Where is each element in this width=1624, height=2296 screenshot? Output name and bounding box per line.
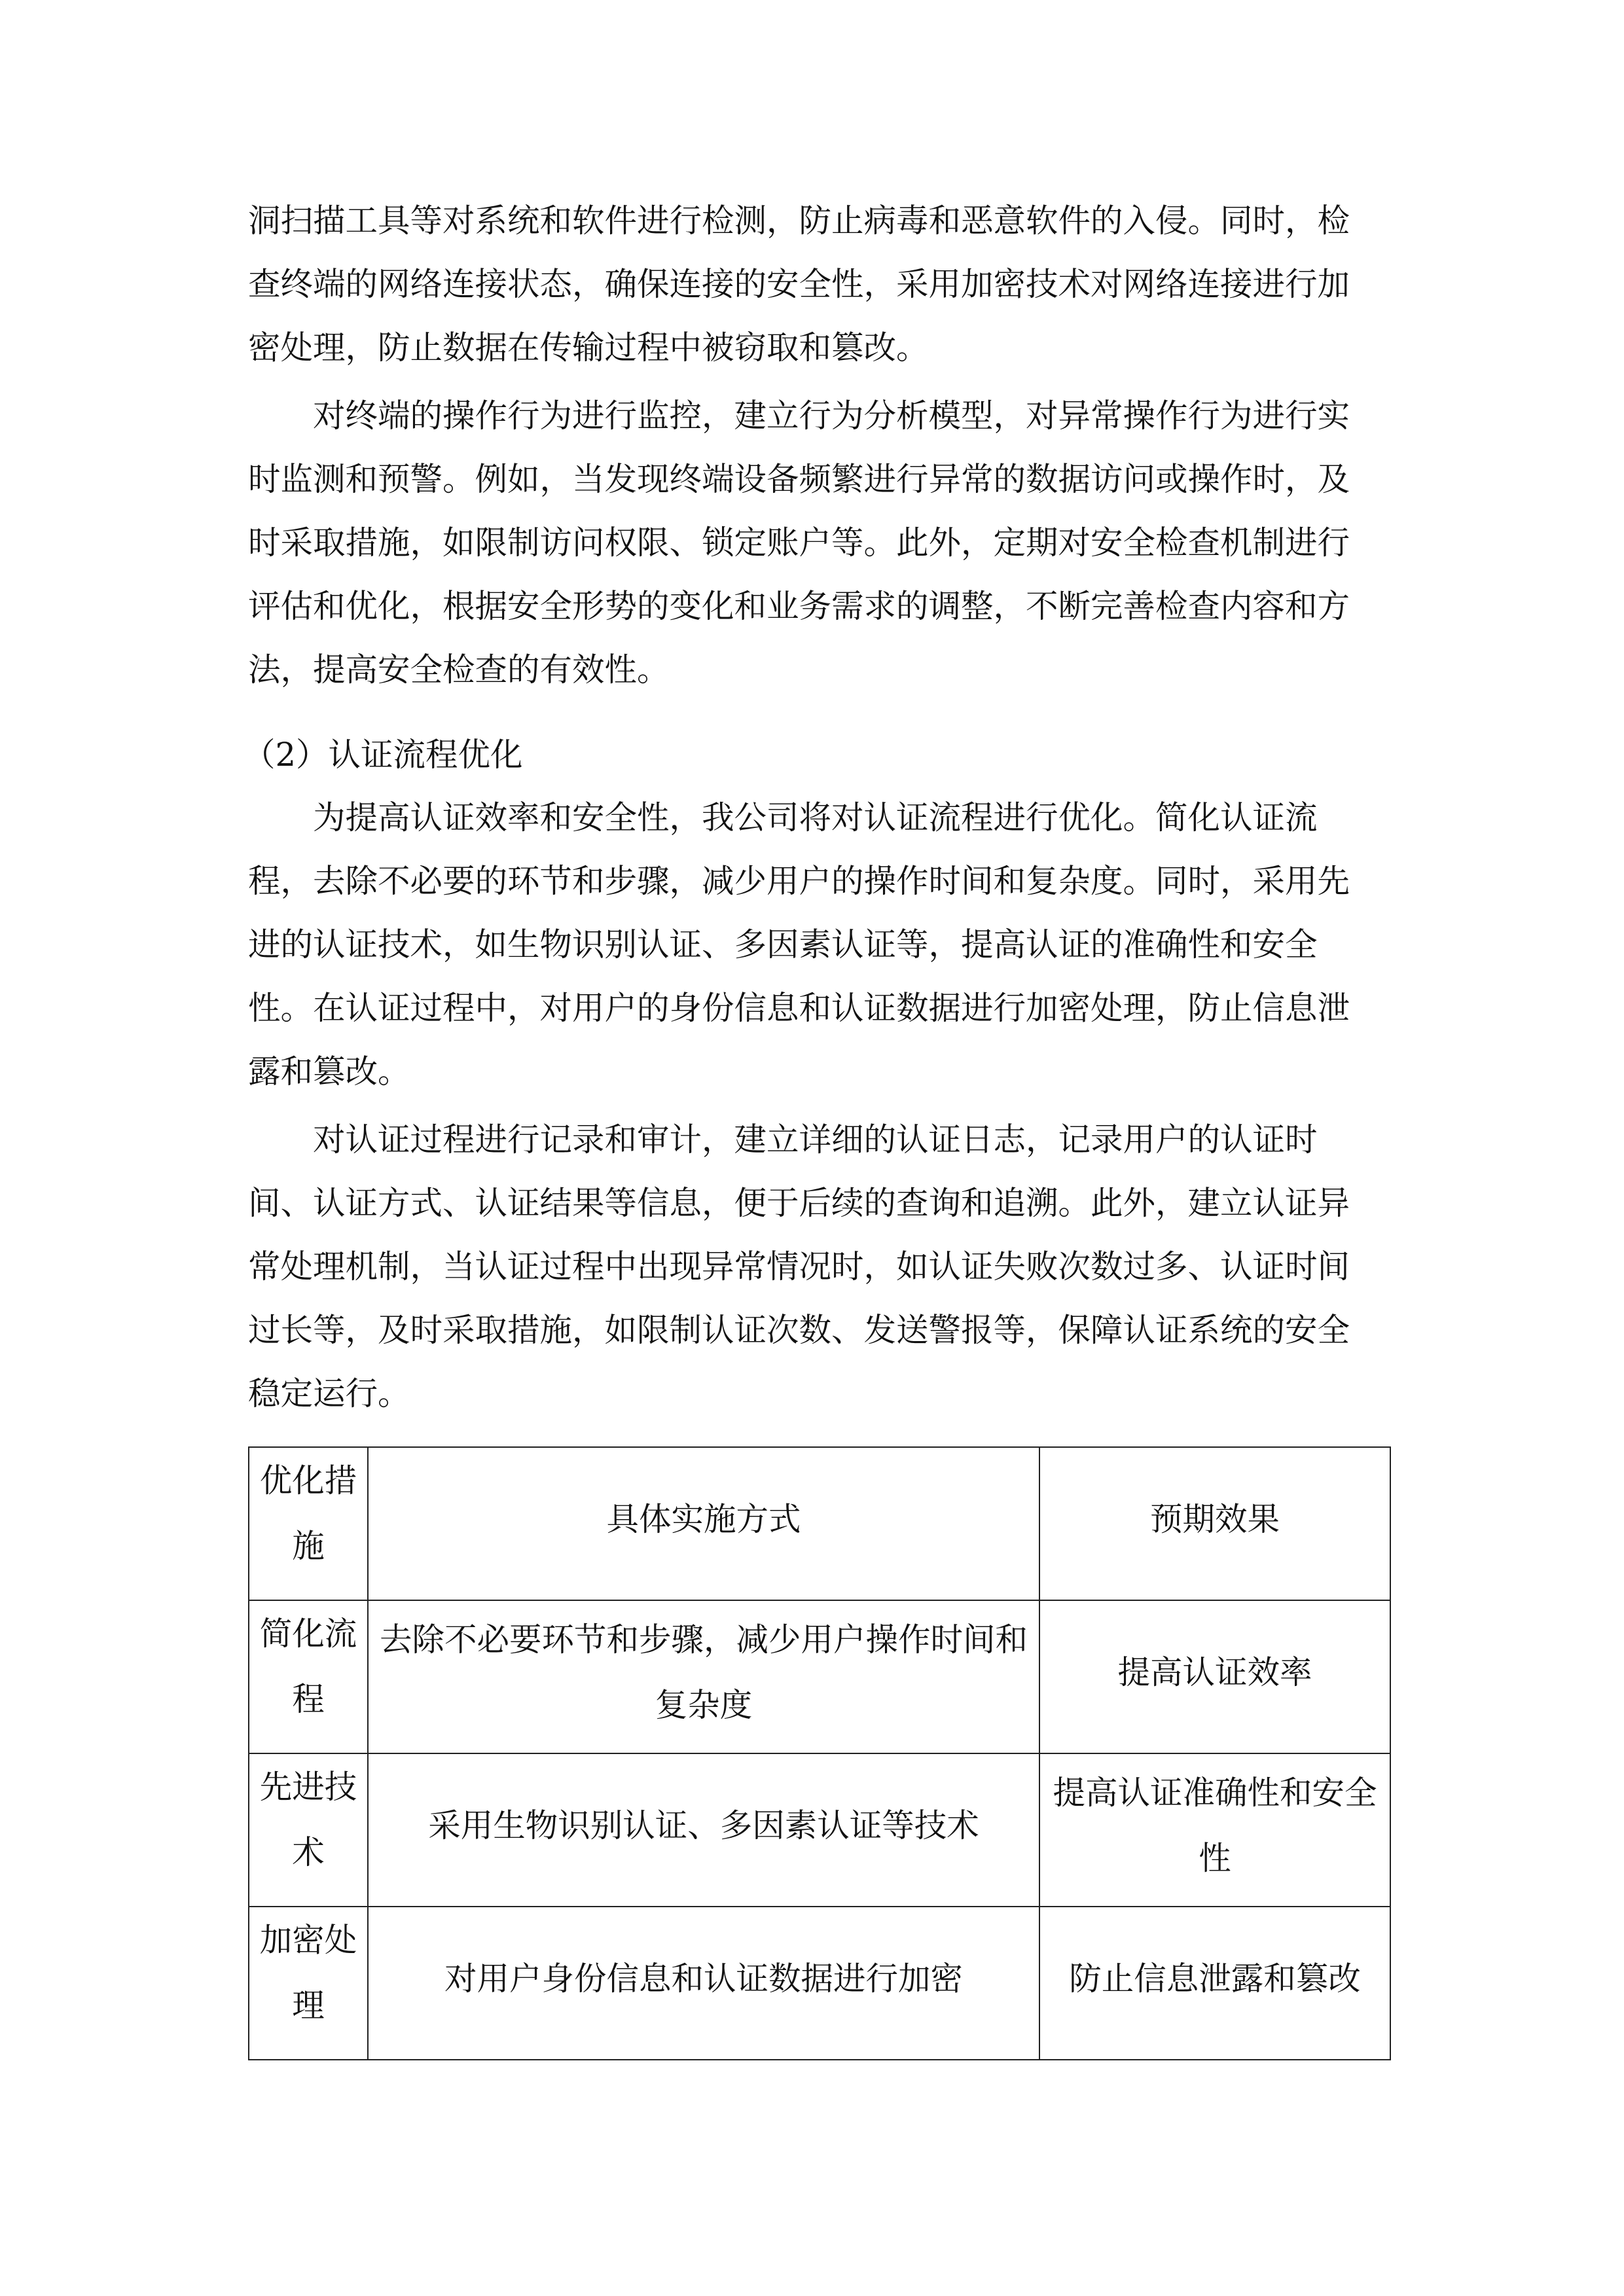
cell-effect: 提高认证效率 <box>1039 1600 1390 1753</box>
table-row <box>249 1600 1390 1753</box>
document-body <box>243 189 1390 1426</box>
text-line: 性。在认证过程中，对用户的身份信息和认证数据进行加密处理，防止信息泄 <box>248 989 1350 1027</box>
cell-method: 去除不必要环节和步骤，减少用户操作时间和复杂度 <box>368 1600 1039 1753</box>
table-row <box>249 1907 1390 2060</box>
text-line: 洞扫描工具等对系统和软件进行检测，防止病毒和恶意软件的入侵。同时，检 <box>248 202 1350 240</box>
text-line: 时采取措施，如限制访问权限、锁定账户等。此外，定期对安全检查机制进行 <box>248 524 1350 562</box>
text-line: 时监测和预警。例如，当发现终端设备频繁进行异常的数据访问或操作时，及 <box>248 460 1350 498</box>
cell-effect: 防止信息泄露和篡改 <box>1039 1907 1390 2060</box>
table-row <box>249 1753 1390 1907</box>
cell-measure: 加密处理 <box>249 1907 368 2060</box>
section-heading <box>243 723 1390 787</box>
cell-effect: 提高认证准确性和安全性 <box>1039 1753 1390 1907</box>
text-line: 过长等，及时采取措施，如限制认证次数、发送警报等，保障认证系统的安全 <box>248 1311 1350 1349</box>
text-line: 程，去除不必要的环节和步骤，减少用户的操作时间和复杂度。同时，采用先 <box>248 862 1350 900</box>
text-line: 密处理，防止数据在传输过程中被窃取和篡改。 <box>248 329 929 367</box>
text-line: 法，提高安全检查的有效性。 <box>248 651 670 689</box>
text-line: 露和篡改。 <box>248 1052 410 1090</box>
paragraph <box>248 1108 1390 1426</box>
cell-method: 采用生物识别认证、多因素认证等技术 <box>368 1753 1039 1907</box>
text-line: 对终端的操作行为进行监控，建立行为分析模型，对异常操作行为进行实 <box>313 397 1350 435</box>
text-line: 常处理机制，当认证过程中出现异常情况时，如认证失败次数过多、认证时间 <box>248 1247 1350 1285</box>
paragraph <box>248 189 1390 380</box>
text-line: 为提高认证效率和安全性，我公司将对认证流程进行优化。简化认证流 <box>313 798 1318 836</box>
paragraph <box>248 384 1390 702</box>
header-cell-measure: 优化措施 <box>249 1447 368 1600</box>
optimization-table <box>248 1446 1391 2060</box>
text-line: 进的认证技术，如生物识别认证、多因素认证等，提高认证的准确性和安全 <box>248 925 1318 963</box>
paragraph <box>248 786 1390 1103</box>
text-line: 评估和优化，根据安全形势的变化和业务需求的调整，不断完善检查内容和方 <box>248 587 1350 625</box>
text-line: 对认证过程进行记录和审计，建立详细的认证日志，记录用户的认证时 <box>313 1121 1318 1158</box>
text-line: （2）认证流程优化 <box>243 736 523 774</box>
text-line: 查终端的网络连接状态，确保连接的安全性，采用加密技术对网络连接进行加 <box>248 265 1350 303</box>
header-cell-effect: 预期效果 <box>1039 1447 1390 1600</box>
table-header-row <box>249 1447 1390 1600</box>
cell-measure: 简化流程 <box>249 1600 368 1753</box>
text-line: 间、认证方式、认证结果等信息，便于后续的查询和追溯。此外，建立认证异 <box>248 1184 1350 1222</box>
header-cell-method: 具体实施方式 <box>368 1447 1039 1600</box>
text-line: 稳定运行。 <box>248 1374 410 1412</box>
cell-measure: 先进技术 <box>249 1753 368 1907</box>
cell-method: 对用户身份信息和认证数据进行加密 <box>368 1907 1039 2060</box>
